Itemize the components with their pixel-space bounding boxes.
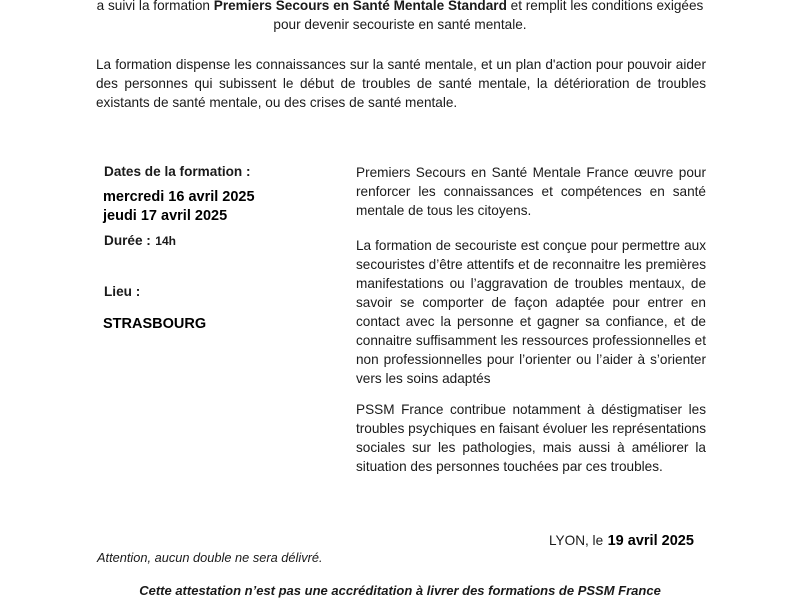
date-2: jeudi 17 avril 2025 — [103, 208, 228, 224]
right-paragraph-1: Premiers Secours en Santé Mentale France œuvre pour renforcer les connaissances et compétences en santé mentale de tous les citoyens. — [356, 165, 706, 218]
place-label: Lieu : — [104, 284, 141, 299]
signature-line — [549, 532, 694, 550]
intro-prefix: a suivi la formation — [96, 0, 210, 13]
right-paragraph-2: La formation de secouriste est conçue pour permettre aux secouristes d’être attentifs et de reconnaitre les premières manifestations ou l’aggravation de troubles mentaux, de savoir se comporter de façon adaptée pour entrer en contact avec la personne et gagner sa confiance, et de connaitre suffisamment les ressources professionnelles et non professionnelles pour l’orienter ou l’aider à s’orienter vers les soins adaptés — [356, 238, 706, 386]
intro-line-1 — [0, 0, 800, 13]
description-paragraph: La formation dispense les connaissances sur la santé mentale, et un plan d'action pour pouvoir aider des personnes qui subissent le début de troubles de santé mentale, la détérioration de troubles existants de santé mentale, ou des crises de santé mentale. — [96, 57, 706, 110]
date-1: mercredi 16 avril 2025 — [103, 189, 255, 205]
signature-place: LYON, le — [549, 533, 604, 548]
duration-value: 14h — [155, 234, 176, 248]
duration-label: Durée : — [104, 233, 151, 248]
signature-date: 19 avril 2025 — [607, 533, 694, 549]
intro-line-2: pour devenir secouriste en santé mentale. — [273, 17, 527, 32]
intro-suffix: et remplit les conditions exigées — [510, 0, 704, 13]
dates-label: Dates de la formation : — [104, 164, 251, 179]
formation-name: Premiers Secours en Santé Mentale Standard — [213, 0, 507, 13]
right-paragraph-3: PSSM France contribue notamment à déstigmatiser les troubles psychiques en faisant évoluer les représentations sociales sur les pathologies, mais aussi à améliorer la situation des personnes touchées par ces troubles. — [356, 402, 706, 474]
disclaimer-note: Cette attestation n’est pas une accréditation à livrer des formations de PSSM France — [139, 583, 661, 598]
duration — [104, 232, 176, 250]
warning-note: Attention, aucun double ne sera délivré. — [97, 550, 323, 565]
place-value: STRASBOURG — [103, 316, 207, 332]
